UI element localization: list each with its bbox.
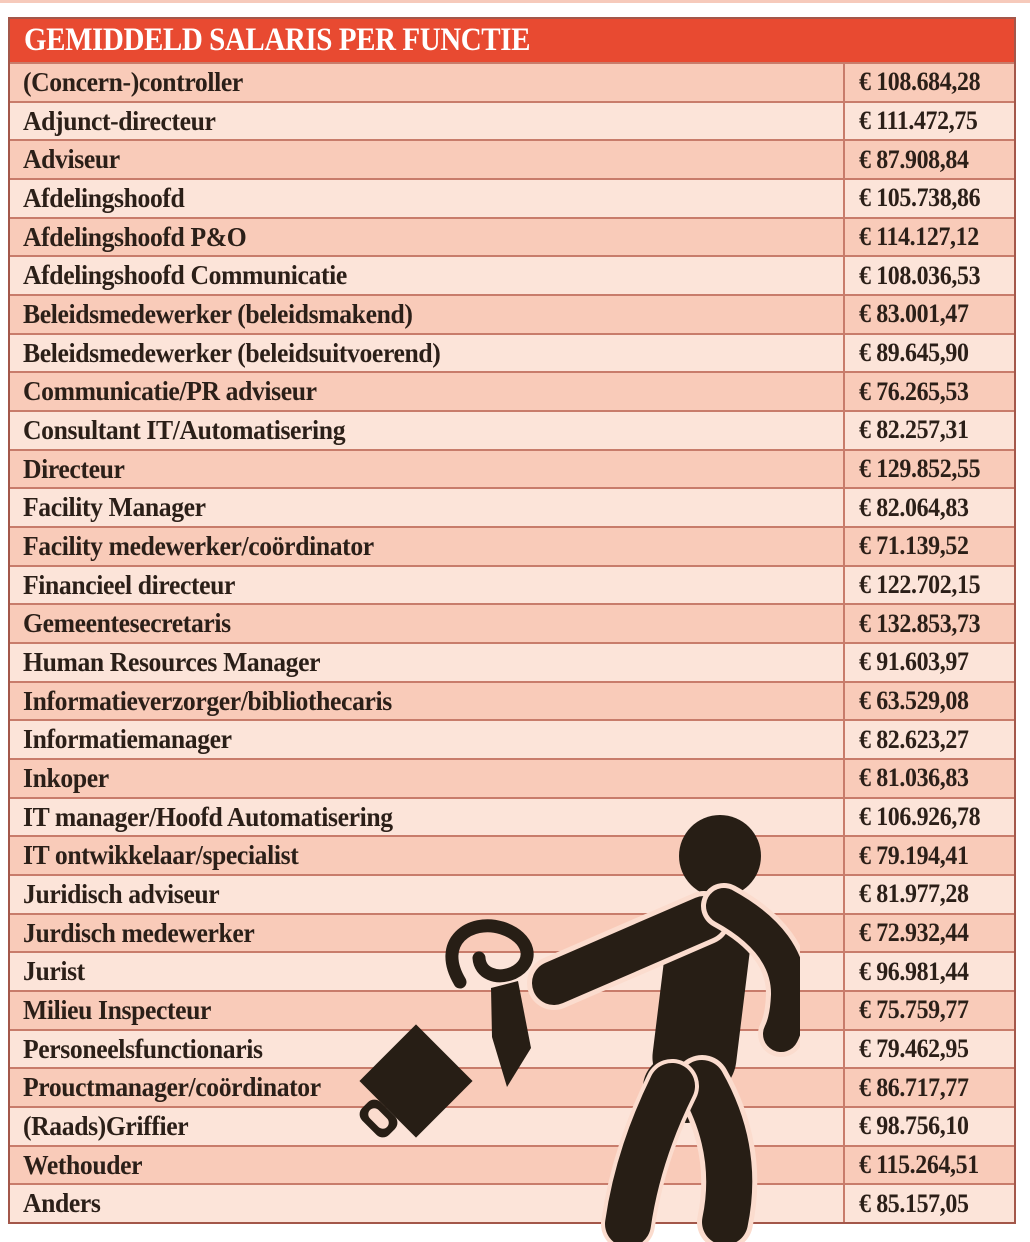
row-label-cell xyxy=(10,412,843,449)
row-label-cell xyxy=(10,953,843,990)
row-label-cell xyxy=(10,567,843,604)
row-value-cell xyxy=(843,992,1014,1029)
row-label-cell xyxy=(10,141,843,178)
row-value: € 72.932,44 xyxy=(859,918,969,948)
row-label: IT ontwikkelaar/specialist xyxy=(23,840,299,871)
row-label: Facility Manager xyxy=(23,492,206,523)
row-value-cell xyxy=(843,953,1014,990)
table-row xyxy=(10,1145,1014,1184)
table-row xyxy=(10,565,1014,604)
row-label-cell xyxy=(10,451,843,488)
table-row xyxy=(10,1067,1014,1106)
row-value: € 85.157,05 xyxy=(859,1188,969,1218)
row-value: € 111.472,75 xyxy=(859,106,978,135)
row-value-cell xyxy=(843,1108,1014,1145)
row-value-cell xyxy=(843,296,1014,333)
row-value: € 129.852,55 xyxy=(859,454,981,484)
table-row xyxy=(10,487,1014,526)
row-label-cell xyxy=(10,1031,843,1068)
row-label: Afdelingshoofd Communicatie xyxy=(23,260,347,291)
row-label: Jurist xyxy=(23,956,85,987)
row-label: Consultant IT/Automatisering xyxy=(23,414,346,445)
row-value: € 82.064,83 xyxy=(859,492,969,522)
table-row xyxy=(10,333,1014,372)
row-value: € 108.684,28 xyxy=(859,67,981,97)
row-value-cell xyxy=(843,412,1014,449)
row-label: Juridisch adviseur xyxy=(23,878,220,909)
row-value-cell xyxy=(843,141,1014,178)
row-value: € 89.645,90 xyxy=(859,338,969,368)
row-value: € 82.257,31 xyxy=(859,415,969,445)
row-label: Personeelsfunctionaris xyxy=(23,1033,263,1064)
table-row xyxy=(10,62,1014,101)
row-label: Prouctmanager/coördinator xyxy=(23,1072,321,1103)
row-label-cell xyxy=(10,876,843,913)
row-label-cell xyxy=(10,683,843,720)
row-value-cell xyxy=(843,219,1014,256)
row-label-cell xyxy=(10,1185,843,1222)
table-row xyxy=(10,681,1014,720)
row-label-cell xyxy=(10,528,843,565)
row-label-cell xyxy=(10,760,843,797)
row-value: € 96.981,44 xyxy=(859,956,969,986)
table-body xyxy=(10,62,1014,1222)
table-row xyxy=(10,101,1014,140)
row-value-cell xyxy=(843,1031,1014,1068)
row-label: Adjunct-directeur xyxy=(23,105,216,136)
table-title: GEMIDDELD SALARIS PER FUNCTIE xyxy=(24,22,531,58)
row-label-cell xyxy=(10,180,843,217)
row-label-cell xyxy=(10,296,843,333)
row-value-cell xyxy=(843,567,1014,604)
row-label-cell xyxy=(10,992,843,1029)
row-value-cell xyxy=(843,1069,1014,1106)
row-value: € 63.529,08 xyxy=(859,686,969,716)
row-label-cell xyxy=(10,103,843,140)
row-value: € 79.194,41 xyxy=(859,840,969,870)
table-row xyxy=(10,758,1014,797)
row-label-cell xyxy=(10,799,843,836)
row-value: € 105.738,86 xyxy=(859,183,981,213)
row-label: (Concern-)controller xyxy=(23,66,243,97)
row-label: Inkoper xyxy=(23,762,109,793)
row-value: € 114.127,12 xyxy=(859,222,979,252)
row-value-cell xyxy=(843,64,1014,101)
row-value-cell xyxy=(843,1147,1014,1184)
row-label-cell xyxy=(10,64,843,101)
row-value: € 86.717,77 xyxy=(859,1072,969,1102)
table-row xyxy=(10,410,1014,449)
row-label-cell xyxy=(10,644,843,681)
table-row xyxy=(10,526,1014,565)
table-row xyxy=(10,217,1014,256)
row-value-cell xyxy=(843,1185,1014,1222)
row-value: € 79.462,95 xyxy=(859,1034,969,1064)
row-label: Beleidsmedewerker (beleidsuitvoerend) xyxy=(23,337,441,368)
row-value-cell xyxy=(843,605,1014,642)
row-value-cell xyxy=(843,915,1014,952)
row-value-cell xyxy=(843,683,1014,720)
row-label: Gemeentesecretaris xyxy=(23,608,231,639)
row-value-cell xyxy=(843,876,1014,913)
row-value: € 98.756,10 xyxy=(859,1111,969,1141)
table-row xyxy=(10,990,1014,1029)
table-row xyxy=(10,371,1014,410)
table-row xyxy=(10,1183,1014,1222)
row-value-cell xyxy=(843,799,1014,836)
row-label: Milieu Inspecteur xyxy=(23,994,212,1025)
row-label: Wethouder xyxy=(23,1149,143,1180)
row-value: € 132.853,73 xyxy=(859,608,981,638)
row-label-cell xyxy=(10,257,843,294)
row-value: € 81.977,28 xyxy=(859,879,969,909)
row-label: Facility medewerker/coördinator xyxy=(23,530,374,561)
row-value-cell xyxy=(843,528,1014,565)
row-value: € 87.908,84 xyxy=(859,144,969,174)
row-value-cell xyxy=(843,257,1014,294)
row-value: € 115.264,51 xyxy=(859,1150,979,1180)
table-row xyxy=(10,797,1014,836)
row-value: € 122.702,15 xyxy=(859,570,981,600)
row-value: € 76.265,53 xyxy=(859,376,969,406)
row-label: IT manager/Hoofd Automatisering xyxy=(23,801,393,832)
table-row xyxy=(10,642,1014,681)
table-row xyxy=(10,603,1014,642)
row-label: Communicatie/PR adviseur xyxy=(23,376,317,407)
row-label: Informatiemanager xyxy=(23,724,232,755)
row-value: € 71.139,52 xyxy=(859,531,969,561)
row-label-cell xyxy=(10,915,843,952)
row-value-cell xyxy=(843,837,1014,874)
row-label-cell xyxy=(10,1147,843,1184)
table-row xyxy=(10,139,1014,178)
row-value: € 75.759,77 xyxy=(859,995,969,1025)
row-value: € 91.603,97 xyxy=(859,647,969,677)
row-label: (Raads)Griffier xyxy=(23,1110,189,1141)
row-label-cell xyxy=(10,837,843,874)
table-row xyxy=(10,1106,1014,1145)
row-label: Afdelingshoofd P&O xyxy=(23,221,247,252)
row-value-cell xyxy=(843,180,1014,217)
row-value-cell xyxy=(843,451,1014,488)
row-value-cell xyxy=(843,489,1014,526)
row-value-cell xyxy=(843,335,1014,372)
row-label: Anders xyxy=(23,1188,101,1219)
row-value-cell xyxy=(843,721,1014,758)
row-label-cell xyxy=(10,605,843,642)
table-row xyxy=(10,874,1014,913)
table-row xyxy=(10,294,1014,333)
row-value: € 106.926,78 xyxy=(859,802,981,832)
table-row xyxy=(10,178,1014,217)
row-value-cell xyxy=(843,760,1014,797)
row-label: Directeur xyxy=(23,453,125,484)
table-row xyxy=(10,449,1014,488)
table-row xyxy=(10,719,1014,758)
row-label: Financieel directeur xyxy=(23,569,236,600)
table-row xyxy=(10,913,1014,952)
row-value: € 108.036,53 xyxy=(859,260,981,290)
table-row xyxy=(10,1029,1014,1068)
row-label: Jurdisch medewerker xyxy=(23,917,255,948)
row-label-cell xyxy=(10,335,843,372)
row-label-cell xyxy=(10,219,843,256)
row-value: € 81.036,83 xyxy=(859,763,969,793)
row-value: € 83.001,47 xyxy=(859,299,969,329)
salary-table xyxy=(8,17,1016,1224)
row-label: Afdelingshoofd xyxy=(23,182,185,213)
row-label-cell xyxy=(10,373,843,410)
row-label-cell xyxy=(10,1069,843,1106)
row-label: Informatieverzorger/bibliothecaris xyxy=(23,685,392,716)
row-label: Human Resources Manager xyxy=(23,646,321,677)
row-value: € 82.623,27 xyxy=(859,724,969,754)
row-label-cell xyxy=(10,1108,843,1145)
row-value-cell xyxy=(843,373,1014,410)
table-row xyxy=(10,835,1014,874)
table-row xyxy=(10,951,1014,990)
row-value-cell xyxy=(843,103,1014,140)
table-row xyxy=(10,255,1014,294)
row-label: Beleidsmedewerker (beleidsmakend) xyxy=(23,298,413,329)
row-label-cell xyxy=(10,489,843,526)
row-value-cell xyxy=(843,644,1014,681)
row-label: Adviseur xyxy=(23,144,120,175)
table-header xyxy=(10,19,1014,62)
row-label-cell xyxy=(10,721,843,758)
top-edge-strip xyxy=(0,0,1030,3)
